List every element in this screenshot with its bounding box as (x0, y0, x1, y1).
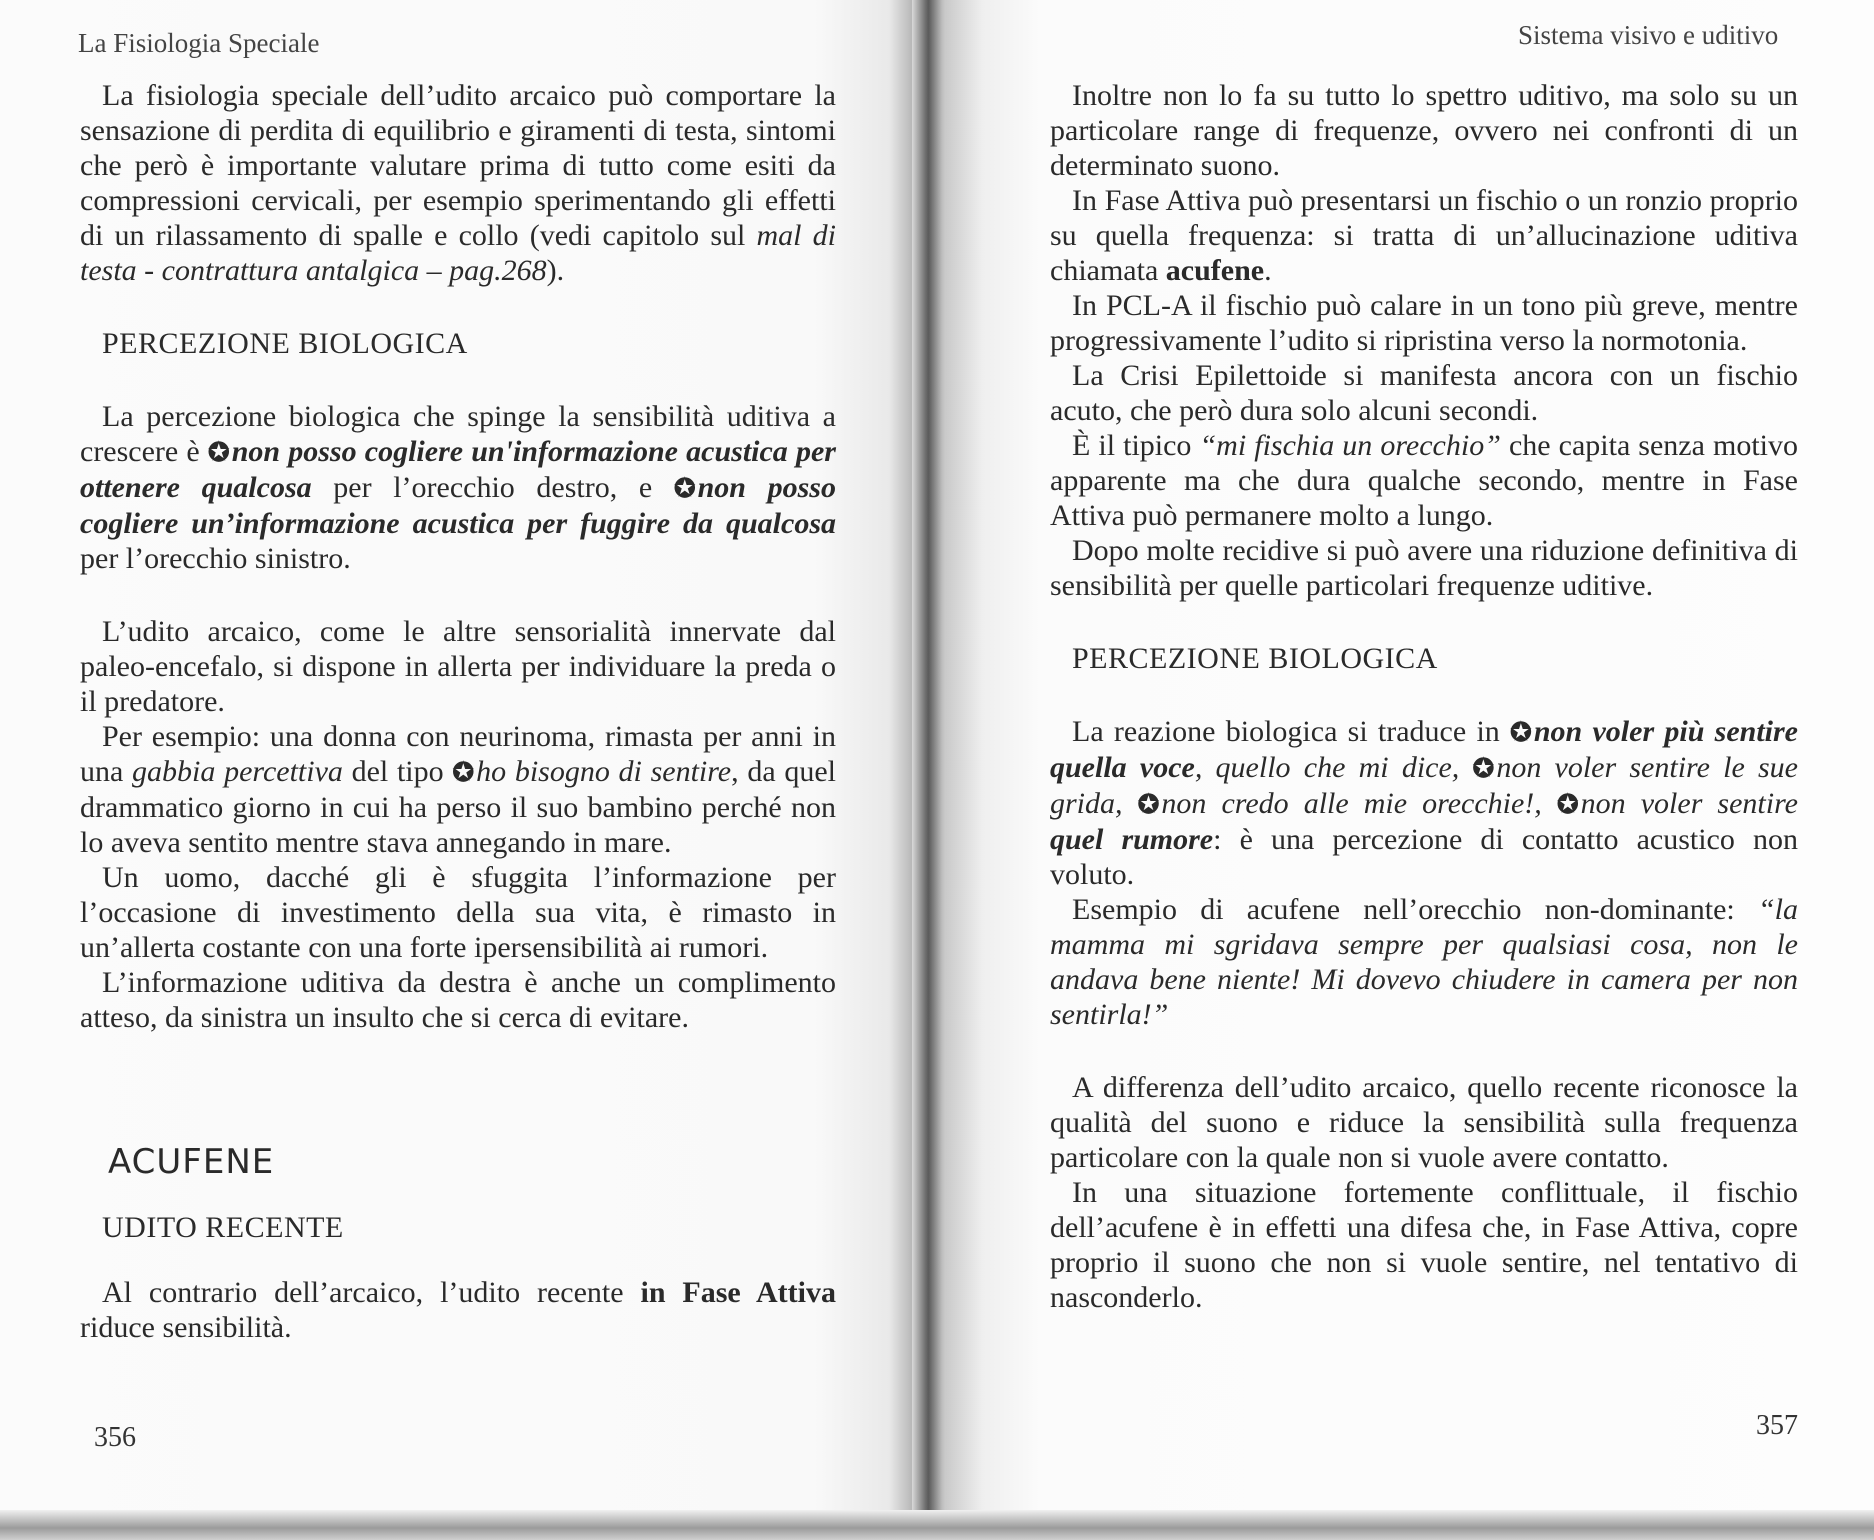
chapter-reference: mal di testa - contrattura antalgica – pag.268 (80, 219, 836, 287)
info-paragraph: L’informazione uditiva da destra è anche un complimento atteso, da sinistra un insulto che si cerca di evitare. (80, 966, 836, 1034)
left-page-text (80, 78, 836, 1345)
page-number-right: 357 (1756, 1410, 1798, 1441)
crisi-paragraph: La Crisi Epilettoide si manifesta ancora con un fischio acuto, che però dura solo alcuni secondi. (1050, 359, 1798, 427)
recidive-paragraph: Dopo molte recidive si può avere una riduzione definitiva di sensibilità per quelle particolari frequenze uditive. (1050, 534, 1798, 602)
arcaico-paragraph: L’udito arcaico, come le altre sensorialità innervate dal paleo-encefalo, si dispone in allerta per individuare la preda o il predatore. (80, 615, 836, 718)
section-heading-percezione-right: PERCEZIONE BIOLOGICA (1072, 642, 1438, 675)
conflict-paragraph: In una situazione fortemente conflittuale, il fischio dell’acufene è in effetti una difesa che, in Fase Attiva, copre proprio il suono che non si vuole sentire, nel tentativo di nasconderlo. (1050, 1176, 1798, 1314)
star-bullet-icon: ✪ (207, 438, 230, 467)
chapter-title: ACUFENE (108, 1142, 275, 1182)
star-bullet-icon: ✪ (452, 758, 475, 787)
perception-paragraph: La percezione biologica che spinge la sensibilità uditiva a crescere è ✪non posso cogliere un'informazione acustica per ottenere qualcosa per l’orecchio destro, e ✪non posso cogliere un’informazione acustica per fuggire da qualcosa per l’orecchio sinistro. (80, 400, 836, 575)
star-bullet-icon: ✪ (1556, 790, 1579, 819)
star-bullet-icon: ✪ (1472, 754, 1495, 783)
right-page-text (1050, 78, 1798, 1315)
running-head-left: La Fisiologia Speciale (78, 28, 320, 58)
fase-attiva-paragraph: In Fase Attiva può presentarsi un fischio o un ronzio proprio su quella frequenza: si tratta di un’allucinazione uditiva chiamata acufene. (1050, 184, 1798, 287)
difference-paragraph: A differenza dell’udito arcaico, quello recente riconosce la qualità del suono e riduce la sensibilità sulla frequenza particolare con la quale non si vuole avere contatto. (1050, 1071, 1798, 1174)
section-heading-percezione: PERCEZIONE BIOLOGICA (102, 327, 468, 360)
reaction-paragraph: La reazione biologica si traduce in ✪non voler più sentire quella voce, quello che mi dice, ✪non voler sentire le sue grida, ✪non credo alle mie orecchie!, ✪non voler sentire quel rumore: è una percezione di contatto acustico non voluto. (1050, 715, 1798, 891)
man-paragraph: Un uomo, dacché gli è sfuggita l’informazione per l’occasione di investimento della sua vita, è rimasto in un’allerta costante con una forte ipersensibilità ai rumori. (80, 861, 836, 964)
pcl-paragraph: In PCL-A il fischio può calare in un tono più greve, mentre progressivamente l’udito si ripristina verso la normotonia. (1050, 289, 1798, 357)
star-bullet-icon: ✪ (673, 474, 696, 503)
star-bullet-icon: ✪ (1510, 718, 1532, 747)
running-head-right: Sistema visivo e uditivo (1518, 20, 1779, 50)
tipico-paragraph: È il tipico “mi fischia un orecchio” che capita senza motivo apparente ma che dura qualche secondo, mentre in Fase Attiva può permanere molto a lungo. (1050, 429, 1798, 532)
recent-paragraph: Al contrario dell’arcaico, l’udito recente in Fase Attiva riduce sensibilità. (80, 1276, 836, 1344)
page-edge-shadow (0, 1510, 1874, 1540)
intro-paragraph: La fisiologia speciale dell’udito arcaico può comportare la sensazione di perdita di equilibrio e giramenti di testa, sintomi che però è importante valutare prima di tutto come esiti da compressioni cervicali, per esempio sperimentando gli effetti di un rilassamento di spalle e collo (vedi capitolo sul mal di testa - contrattura antalgica – pag.268). (80, 79, 836, 287)
page-number-left: 356 (94, 1422, 136, 1453)
example-paragraph: Per esempio: una donna con neurinoma, rimasta per anni in una gabbia percettiva del tipo ✪ho bisogno di sentire, da quel drammatico giorno in cui ha perso il suo bambino perché non lo aveva sentito mentre stava annegando in mare. (80, 720, 837, 859)
book-gutter (912, 0, 942, 1540)
star-bullet-icon: ✪ (1137, 790, 1160, 819)
acufene-example-paragraph: Esempio di acufene nell’orecchio non-dominante: “la mamma mi sgridava sempre per qualsiasi cosa, non le andava bene niente! Mi dovevo chiudere in camera per non sentirla!” (1050, 893, 1798, 1031)
spectrum-paragraph: Inoltre non lo fa su tutto lo spettro uditivo, ma solo su un particolare range di frequenze, ovvero nei confronti di un determinato suono. (1050, 79, 1798, 182)
section-heading-udito-recente: UDITO RECENTE (102, 1211, 344, 1244)
